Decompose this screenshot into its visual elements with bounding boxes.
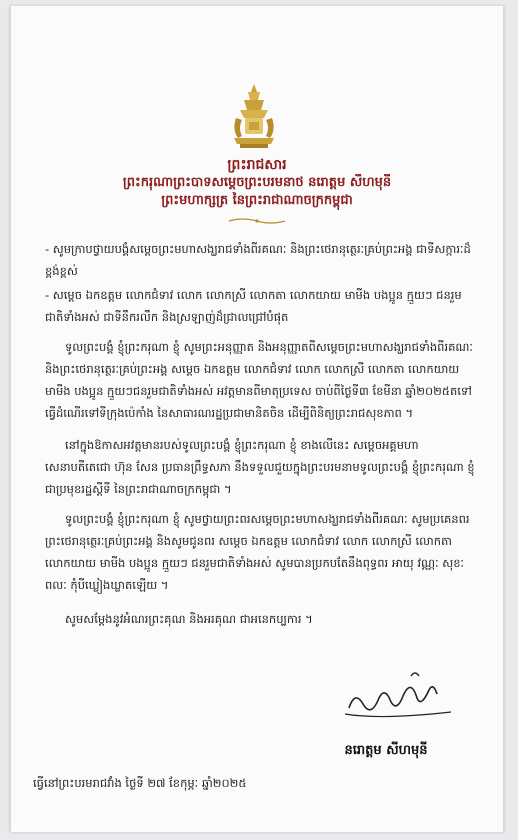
kingdom-title: ព្រះមហាក្សត្រ នៃព្រះរាជាណាចក្រកម្ពុជា	[161, 193, 353, 208]
greeting-bullet: - សម្តេច ឯកឧត្តម លោកជំទាវ លោក លោកស្រី លោកតា លោកយាយ មាមីង បងប្អូន ក្មួយៗ ជនរួមជាតិទាំងអស់ ជាទីនឹករលឹក និងស្រឡាញ់ដ៏ជ្រាលជ្រៅបំផុត	[45, 288, 462, 324]
body-paragraph: ទូលព្រះបង្គំ ខ្ញុំព្រះករុណា ខ្ញុំ សូមថ្វាយព្រះពរសម្តេចព្រះមហាសង្ឃរាជទាំងពីរគណៈ សូមប្រគេនពរព្រះថេរានុត្ថេរៈគ្រប់ព្រះអង្គ និងសូមជូនពរ សម្តេច ឯកឧត្តម លោកជំទាវ លោក លោកស្រី លោកតា លោកយាយ មាមីង បងប្អូន ក្មួយៗ ជនរួមជាតិទាំងអស់ សូមបានប្រកបតែនឹងពុទ្ធពរ អាយុ វណ្ណៈ សុខៈ ពលៈ កុំបីឃ្លៀងឃ្លាតឡើយ ។	[45, 512, 470, 592]
ornament-divider-icon	[229, 217, 285, 225]
closing-line: សូមសម្តែងនូវអំណរព្រះគុណ និងអរគុណ ជាអនេកប្បការ ។	[65, 612, 313, 626]
document-title: ព្រះរាជសារ	[227, 157, 287, 173]
body-paragraph: នៅក្នុងឱកាសអវត្តមានរបស់ទូលព្រះបង្គំ ខ្ញុំព្រះករុណា ខ្ញុំ ខាងលើនេះ សម្តេចអគ្គមហាសេនាបតីតេជោ ហ៊ុន សែន ប្រធានព្រឹទ្ធសភា នឹងទទួលជួយក្នុងព្រះបរមនាមទូលព្រះបង្គំ ខ្ញុំព្រះករុណា ខ្ញុំ ជាប្រមុខរដ្ឋស្តីទី នៃព្រះរាជាណាចក្រកម្ពុជា ។	[45, 438, 475, 496]
signatory-name: នរោត្តម សីហមុនី	[344, 743, 428, 758]
letter-body	[45, 238, 475, 642]
handwritten-signature	[341, 668, 461, 723]
title-block	[11, 156, 503, 210]
body-paragraph: ទូលព្រះបង្គំ ខ្ញុំព្រះករុណា ខ្ញុំ សូមព្រះអនុញ្ញាត និងអនុញ្ញាតពីសម្តេចព្រះមហាសង្ឃរាជទាំងពីរគណៈ និងព្រះថេរានុត្ថេរៈគ្រប់ព្រះអង្គ សម្តេច ឯកឧត្តម លោកជំទាវ លោក លោកស្រី លោកតា លោកយាយ មាមីង បងប្អូន ក្មួយៗជនរួមជាតិទាំងអស់ អវត្តមានពីមាតុប្រទេស ចាប់ពីថ្ងៃទី៣ ខែមីនា ឆ្នាំ២០២៥តទៅ ធ្វើដំណើរទៅទីក្រុងប៉េកាំង នៃសាធារណរដ្ឋប្រជាមានិតចិន ដើម្បីពិនិត្យព្រះរាជសុខភាព ។	[45, 340, 473, 420]
date-line: ធ្វើនៅព្រះបរមរាជវាំង ថ្ងៃទី ២៧ ខែកុម្ភៈ ឆ្នាំ២០២៥	[33, 776, 247, 790]
royal-emblem-icon	[228, 80, 280, 152]
letter-page	[10, 6, 504, 832]
king-title: ព្រះករុណាព្រះបាទសម្តេចព្រះបរមនាថ នរោត្តម សីហមុនី	[122, 175, 392, 190]
greeting-bullet: - សូមក្រាបថ្វាយបង្គំសម្តេចព្រះមហាសង្ឃរាជទាំងពីរគណៈ និងព្រះថេរានុត្ថេរៈគ្រប់ព្រះអង្គ ជាទីសក្ការៈដ៏ខ្ពង់ខ្ពស់	[45, 242, 471, 278]
